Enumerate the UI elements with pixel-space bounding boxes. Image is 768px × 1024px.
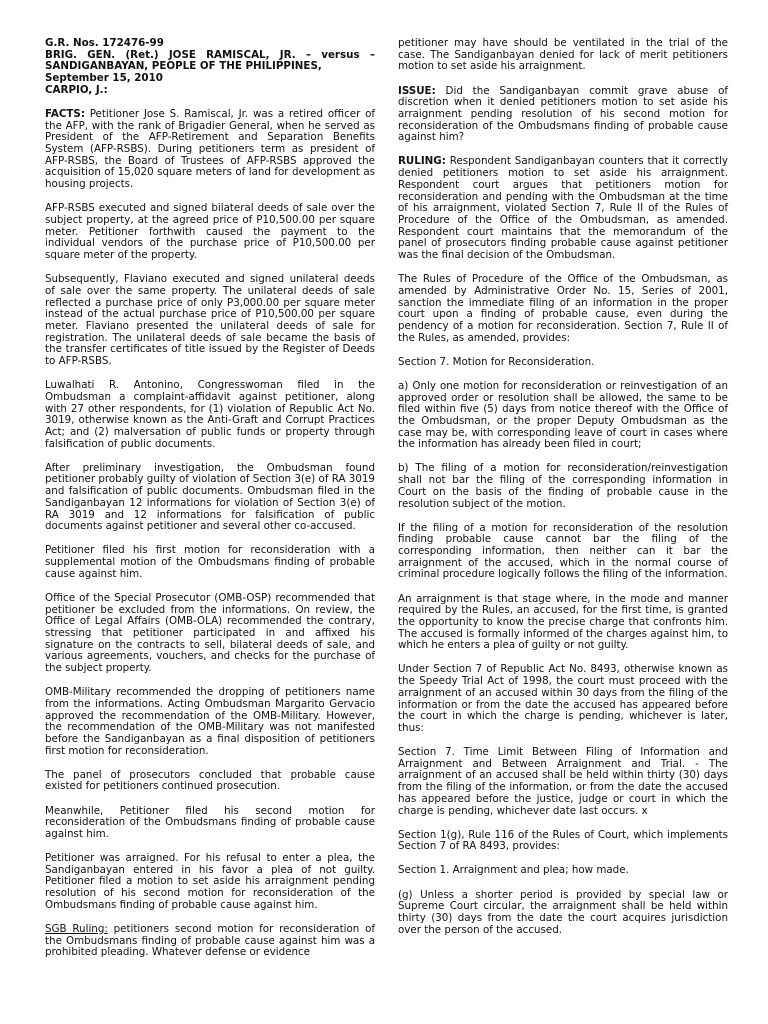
paragraph: An arraignment is that stage where, in the mode and manner required by the Rules, an accused, for the first time, is granted the opportunity to know the precise charge that confronts him. The accused is formally informed of the charges against him, to which he enters a plea of guilty or not guilty.: [398, 592, 728, 652]
paragraph: The panel of prosecutors concluded that probable cause existed for petitioners continued prosecution.: [45, 768, 375, 793]
case-header: [45, 38, 375, 97]
paragraph: Section 1. Arraignment and plea; how made.: [398, 864, 629, 877]
paragraph: Meanwhile, Petitioner filed his second motion for reconsideration of the Ombudsmans finding of probable cause against him.: [45, 804, 375, 840]
case-number: G.R. Nos. 172476-99: [45, 37, 164, 49]
paragraph: If the filing of a motion for reconsideration of the resolution finding probable cause cannot bar the filing of the corresponding information, then neither can it bar the arraignment of the accused, which in the normal course of criminal procedure logically follows the filing of the information.: [398, 521, 728, 581]
case-title: BRIG. GEN. (Ret.) JOSE RAMISCAL, JR. – versus – SANDIGANBAYAN, PEOPLE OF THE PHILIPPINES,: [45, 48, 375, 73]
paragraph: Section 7. Motion for Reconsideration.: [398, 355, 595, 368]
paragraph: Petitioner filed his first motion for reconsideration with a supplemental motion of the Ombudsmans finding of probable cause against him.: [45, 544, 375, 580]
paragraph: Section 1(g), Rule 116 of the Rules of Court, which implements Section 7 of RA 8493, provides:: [398, 828, 728, 853]
case-date: September 15, 2010: [45, 72, 163, 85]
paragraph: After preliminary investigation, the Ombudsman found petitioner probably guilty of violation of Section 3(e) of RA 3019 and falsification of public documents. Ombudsman filed in the Sandiganbayan 12 informations for violation of Section 3(e) of RA 3019 and 12 informations for falsification of public documents against petitioner and several other co-accused.: [45, 461, 375, 533]
issue-paragraph: [398, 86, 728, 145]
sgb-ruling-paragraph: [45, 924, 375, 959]
facts-label: FACTS:: [45, 107, 85, 120]
right-column: [398, 38, 728, 1024]
ruling-text: Respondent Sandiganbayan counters that it correctly denied petitioners motion to set aside his arraignment. Respondent court argues that petitioners motion for reconsideration and pending with the Ombudsman at the time of his arraignment, violated Section 7, Rule II of the Rules of Procedure of the Office of the Ombudsman, as amended. Respondent court maintains that the memorandum of the panel of prosecutors finding probable cause against petitioner was the final decision of the Ombudsman.: [398, 155, 728, 262]
issue-text: Did the Sandiganbayan commit grave abuse of discretion when it denied petitioners motion to set aside his arraignment pending resolution of his second motion for reconsideration of the Ombudsmans finding of probable cause against him?: [398, 84, 728, 144]
paragraph: Section 7. Time Limit Between Filing of Information and Arraignment and Between Arraignment and Trial. - The arraignment of an accused shall be held within thirty (30) days from the filing of the information, or from the date the accused has appeared before the justice, judge or court in which the charge is pending, whichever date last occurs. x: [398, 746, 728, 817]
paragraph: petitioner may have should be ventilated in the trial of the case. The Sandiganbayan denied for lack of merit petitioners motion to set aside his arraignment.: [398, 37, 728, 73]
paragraph: Subsequently, Flaviano executed and signed unilateral deeds of sale over the same property. The unilateral deeds of sale reflected a purchase price of only P3,000.00 per square meter instead of the actual purchase price of P10,500.00 per square meter. Flaviano presented the unilateral deeds of sale for registration. The unilateral deeds of sale became the basis of the transfer certificates of title issued by the Register of Deeds to AFP-RSBS.: [45, 273, 375, 368]
sgb-ruling-label: SGB Ruling:: [45, 922, 108, 935]
facts-text: Petitioner Jose S. Ramiscal, Jr. was a retired officer of the AFP, with the rank of Brigadier General, when he served as President of the AFP-Retirement and Separation Benefits System (AFP-RSBS). During petitioners term as president of AFP-RSBS, the Board of Trustees of AFP-RSBS approved the acquisition of 15,020 square meters of land for development as housing projects.: [45, 107, 375, 191]
left-column: [45, 38, 375, 1024]
ruling-label: RULING:: [398, 155, 446, 168]
paragraph: Under Section 7 of Republic Act No. 8493, otherwise known as the Speedy Trial Act of 1998, the court must proceed with the arraignment of an accused within 30 days from the filing of the information or from the date the accused has appeared before the court in which the charge is pending, whichever is later, thus:: [398, 663, 728, 734]
paragraph: Petitioner was arraigned. For his refusal to enter a plea, the Sandiganbayan entered in his favor a plea of not guilty. Petitioner filed a motion to set aside his arraignment pending resolution of his second motion for reconsideration of the Ombudsmans finding of probable cause against him.: [45, 852, 375, 911]
paragraph: OMB-Military recommended the dropping of petitioners name from the informations. Acting Ombudsman Margarito Gervacio approved the recommendation of the OMB-Military. However, the recommendation of the OMB-Military was not manifested before the Sandiganbayan as a final disposition of petitioners first motion for reconsideration.: [45, 686, 375, 757]
paragraph: b) The filing of a motion for reconsideration/reinvestigation shall not bar the filing of the corresponding information in Court on the basis of the finding of probable cause in the resolution subject of the motion.: [398, 462, 728, 510]
paragraph: (g) Unless a shorter period is provided by special law or Supreme Court circular, the arraignment shall be held within thirty (30) days from the date the court acquires jurisdiction over the person of the accused.: [398, 888, 728, 936]
ponente: CARPIO, J.:: [45, 83, 108, 96]
paragraph: Luwalhati R. Antonino, Congresswoman filed in the Ombudsman a complaint-affidavit against petitioner, along with 27 other respondents, for (1) violation of Republic Act No. 3019, otherwise known as the Anti-Graft and Corrupt Practices Act; and (2) malversation of public funds or property through falsification of public documents.: [45, 379, 375, 450]
paragraph: The Rules of Procedure of the Office of the Ombudsman, as amended by Administrative Order No. 15, Series of 2001, sanction the immediate filing of an information in the proper court upon a finding of probable cause, even during the pendency of a motion for reconsideration. Section 7, Rule II of the Rules, as amended, provides:: [398, 273, 728, 344]
facts-paragraph: [45, 109, 375, 191]
sgb-ruling-text: petitioners second motion for reconsideration of the Ombudsmans finding of probable cause against him was a prohibited pleading. Whatever defense or evidence: [45, 922, 376, 959]
paragraph: Office of the Special Prosecutor (OMB-OSP) recommended that petitioner be excluded from the informations. On review, the Office of Legal Affairs (OMB-OLA) recommended the contrary, stressing that petitioner participated in and affixed his signature on the contracts to sell, bilateral deeds of sale, and various agreements, vouchers, and checks for the purchase of the subject property.: [45, 591, 375, 675]
issue-label: ISSUE:: [398, 84, 436, 97]
ruling-paragraph: [398, 156, 728, 261]
paragraph: AFP-RSBS executed and signed bilateral deeds of sale over the subject property, at the agreed price of P10,500.00 per square meter. Petitioner forthwith caused the payment to the individual vendors of the purchase price of P10,500.00 per square meter of the property.: [45, 202, 375, 262]
paragraph: a) Only one motion for reconsideration or reinvestigation of an approved order or resolution shall be allowed, the same to be filed within five (5) days from notice thereof with the Office of the Ombudsman, or the proper Deputy Ombudsman as the case may be, with corresponding leave of court in cases where the information has already been filed in court;: [398, 379, 728, 451]
